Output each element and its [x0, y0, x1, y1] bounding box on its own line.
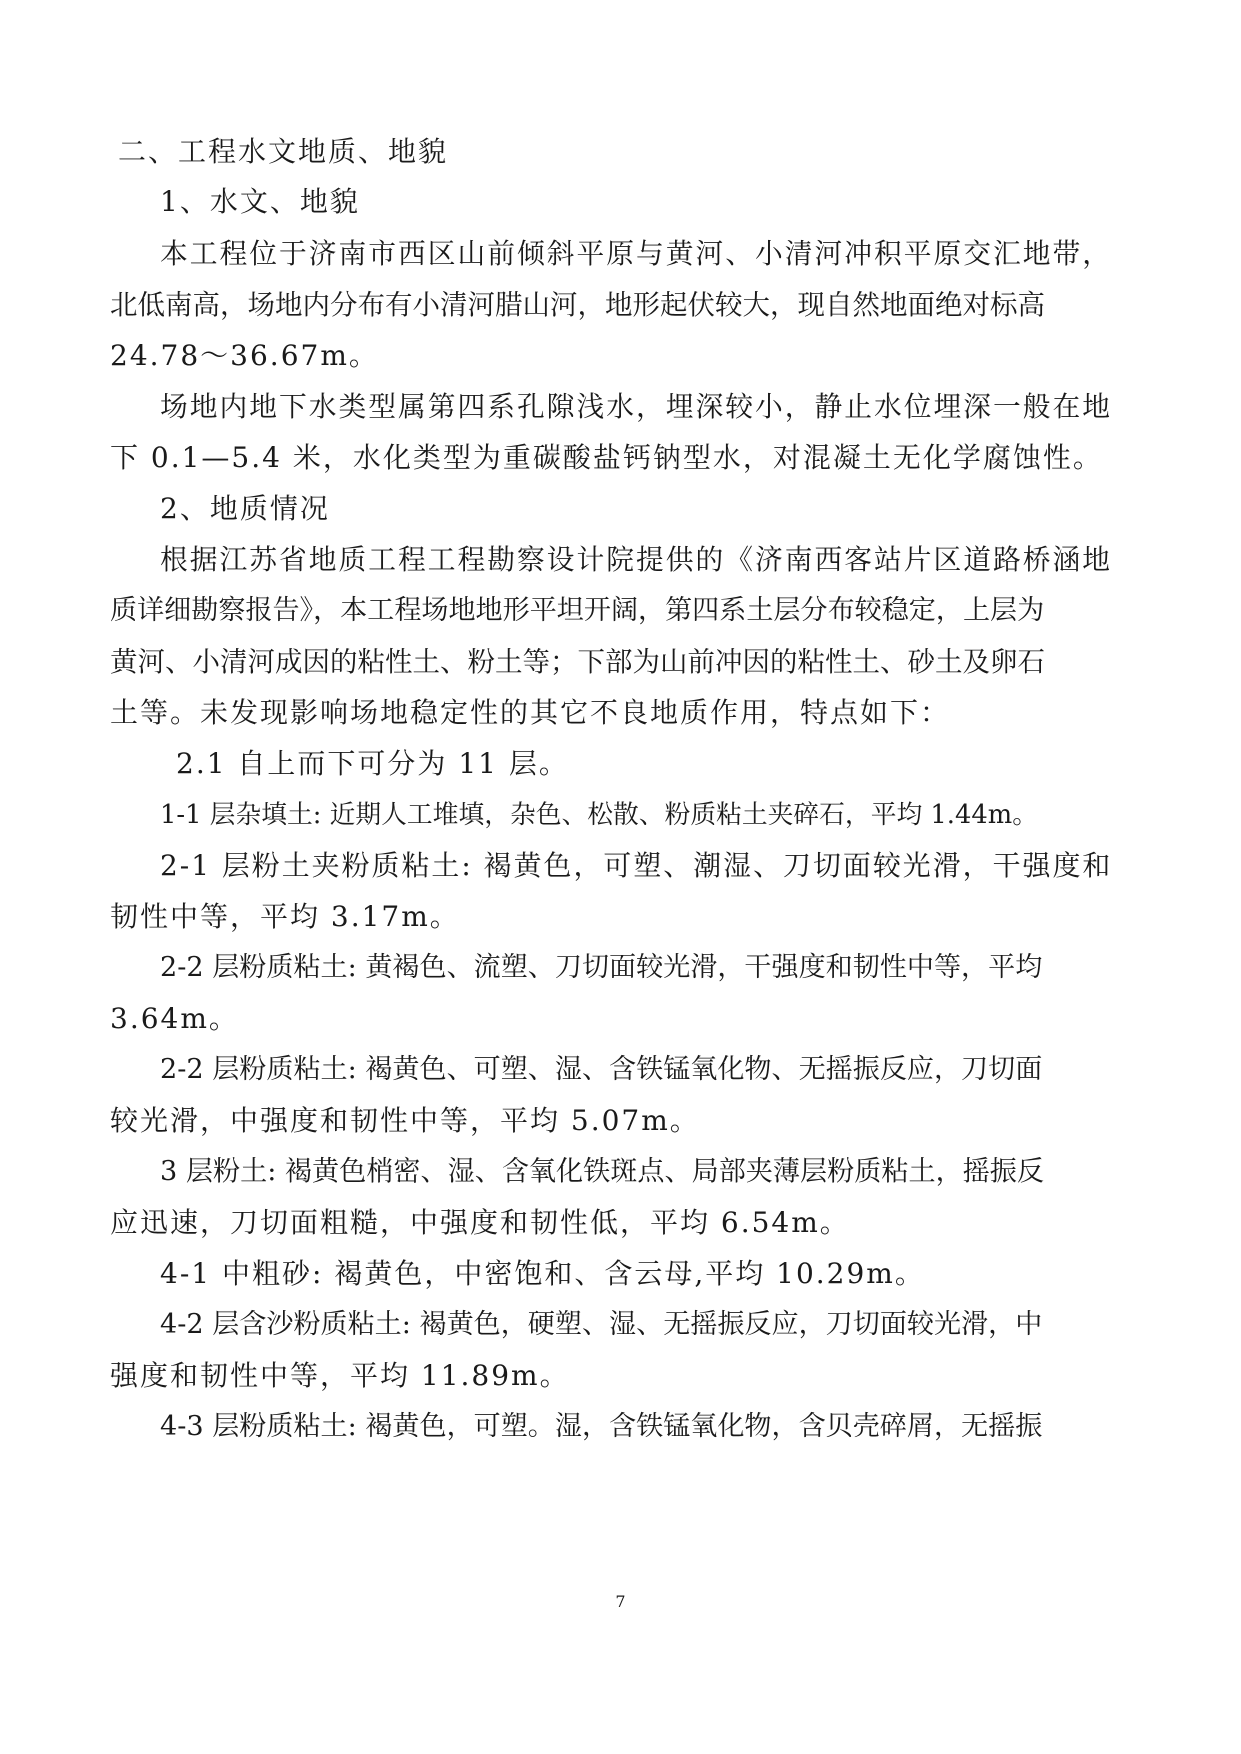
paragraph-layer-2-2a-line-1: 2-2 层粉质粘土: 黄褐色、流塑、刀切面较光滑，干强度和韧性中等，平均 — [160, 952, 1043, 983]
subsection-heading-geology: 2、地质情况 — [160, 492, 330, 525]
paragraph-survey-line-3: 黄河、小清河成因的粘性土、粉土等；下部为山前冲因的粘性土、砂土及卵石 — [110, 646, 1045, 678]
paragraph-location-line-2: 北低南高，场地内分布有小清河腊山河，地形起伏较大，现自然地面绝对标高 — [110, 289, 1045, 321]
paragraph-layer-3-line-2: 应迅速，刀切面粗糙，中强度和韧性低，平均 6.54m。 — [110, 1206, 850, 1239]
paragraph-location-line-3: 24.78～36.67m。 — [110, 339, 379, 372]
paragraph-survey-line-4: 土等。未发现影响场地稳定性的其它不良地质作用，特点如下： — [110, 696, 951, 729]
paragraph-layer-4-2-line-1: 4-2 层含沙粉质粘土: 褐黄色，硬塑、湿、无摇振反应，刀切面较光滑，中 — [160, 1309, 1043, 1340]
paragraph-location-line-1: 本工程位于济南市西区山前倾斜平原与黄河、小清河冲积平原交汇地带， — [160, 237, 1113, 270]
paragraph-layer-1-1: 1-1 层杂填土: 近期人工堆填，杂色、松散、粉质粘土夹碎石，平均 1.44m。 — [160, 800, 1038, 830]
paragraph-layer-3-line-1: 3 层粉土: 褐黄色梢密、湿、含氧化铁斑点、局部夹薄层粉质粘土，摇振反 — [160, 1156, 1045, 1187]
paragraph-layer-2-1-line-2: 韧性中等，平均 3.17m。 — [110, 900, 460, 933]
paragraph-layer-4-2-line-2: 强度和韧性中等，平均 11.89m。 — [110, 1359, 570, 1392]
paragraph-survey-line-2: 质详细勘察报告》，本工程场地地形平坦开阔，第四系土层分布较稳定，上层为 — [110, 595, 1045, 626]
subsection-heading-hydrology: 1、水文、地貌 — [160, 185, 360, 218]
paragraph-layer-4-3-line-1: 4-3 层粉质粘土: 褐黄色，可塑。湿，含铁锰氧化物，含贝壳碎屑，无摇振 — [160, 1411, 1043, 1442]
section-heading: 二、工程水文地质、地貌 — [118, 135, 449, 168]
paragraph-layer-2-2a-line-2: 3.64m。 — [110, 1002, 239, 1035]
paragraph-groundwater-line-1: 场地内地下水类型属第四系孔隙浅水，埋深较小，静止水位埋深一般在地 — [160, 390, 1113, 423]
paragraph-layer-2-2b-line-2: 较光滑，中强度和韧性中等，平均 5.07m。 — [110, 1104, 700, 1137]
page-number: 7 — [615, 1592, 626, 1611]
paragraph-layer-2-1-line-1: 2-1 层粉土夹粉质粘土: 褐黄色，可塑、潮湿、刀切面较光滑，干强度和 — [160, 849, 1113, 882]
paragraph-survey-line-1: 根据江苏省地质工程工程勘察设计院提供的《济南西客站片区道路桥涵地 — [160, 543, 1113, 576]
paragraph-layer-2-2b-line-1: 2-2 层粉质粘土: 褐黄色、可塑、湿、含铁锰氧化物、无摇振反应，刀切面 — [160, 1054, 1043, 1085]
paragraph-layer-4-1: 4-1 中粗砂: 褐黄色，中密饱和、含云母,平均 10.29m。 — [160, 1257, 925, 1290]
paragraph-groundwater-line-2: 下 0.1—5.4 米，水化类型为重碳酸盐钙钠型水，对混凝土无化学腐蚀性。 — [110, 441, 1103, 474]
paragraph-layers-count: 2.1 自上而下可分为 11 层。 — [176, 747, 569, 780]
